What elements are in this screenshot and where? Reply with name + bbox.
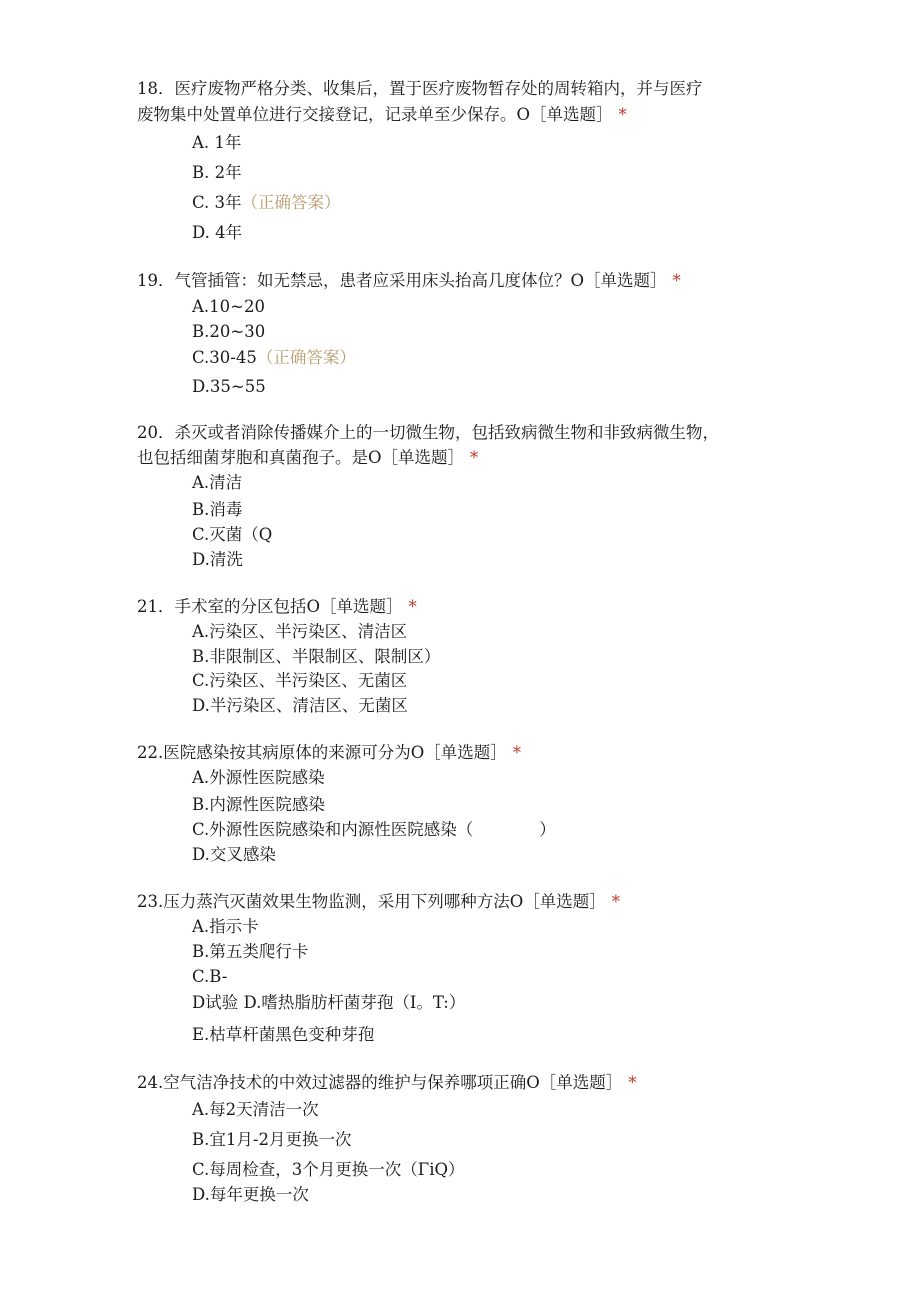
option-20-c[interactable]: C.灭菌（Q (192, 525, 273, 544)
option-21-d[interactable]: D.半污染区、清洁区、无菌区 (192, 696, 408, 715)
required-mark: * (611, 892, 621, 911)
question-18-line-2 (137, 104, 627, 126)
option-24-d[interactable]: D.每年更换一次 (192, 1185, 309, 1204)
option-20-a[interactable]: A.清洁 (192, 473, 243, 492)
option-19-d[interactable]: D.35~55 (192, 377, 266, 396)
question-number: 18 (137, 79, 158, 98)
option-19-b[interactable]: B.20~30 (192, 322, 266, 341)
question-number: 20 (137, 423, 158, 442)
question-number: 19 (137, 271, 158, 290)
question-23-line-1 (137, 891, 620, 913)
question-19-line-1 (137, 270, 681, 292)
option-18-a[interactable]: A. 1年 (192, 133, 242, 152)
option-19-c[interactable]: C.30-45（正确答案） (192, 348, 356, 367)
question-24-line-1 (137, 1072, 637, 1094)
required-mark: * (672, 271, 681, 290)
option-18-b[interactable]: B. 2年 (192, 163, 242, 182)
correct-answer-label: （正确答案） (241, 193, 341, 212)
option-22-a[interactable]: A.外源性医院感染 (192, 768, 325, 787)
option-23-a[interactable]: A.指示卡 (192, 917, 259, 936)
option-24-c[interactable]: C.每周检查，3个月更换一次（ΓiQ） (192, 1160, 465, 1179)
question-20-line-1 (137, 422, 719, 444)
question-number: 22 (137, 743, 158, 762)
question-text: .压力蒸汽灭菌效果生物监测，采用下列哪种方法O［单选题］ (158, 892, 606, 911)
option-22-b[interactable]: B.内源性医院感染 (192, 795, 325, 814)
required-mark: * (408, 597, 417, 616)
option-20-b[interactable]: B.消毒 (192, 500, 243, 519)
question-21-line-1 (137, 596, 417, 618)
correct-answer-label: （正确答案） (256, 348, 356, 367)
option-23-c[interactable]: C.B- (192, 967, 228, 986)
option-21-b[interactable]: B.非限制区、半限制区、限制区） (192, 647, 441, 666)
question-text: .医院感染按其病原体的来源可分为O［单选题］ (158, 743, 507, 762)
question-text: ．医疗废物严格分类、收集后，置于医疗废物暂存处的周转箱内，并与医疗 (158, 79, 703, 98)
question-text: 废物集中处置单位进行交接登记，记录单至少保存。O［单选题］ (137, 105, 613, 124)
option-23-b[interactable]: B.第五类爬行卡 (192, 942, 309, 961)
option-24-b[interactable]: B.宜1月-2月更换一次 (192, 1130, 352, 1149)
question-text: ．手术室的分区包括O［单选题］ (158, 597, 403, 616)
option-21-c[interactable]: C.污染区、半污染区、无菌区 (192, 671, 408, 690)
option-23-e[interactable]: E.枯草杆菌黑色变种芽孢 (192, 1025, 375, 1044)
option-22-d[interactable]: D.交叉感染 (192, 845, 276, 864)
question-text: .空气洁净技术的中效过滤器的维护与保养哪项正确O［单选题］ (158, 1073, 623, 1092)
option-22-c[interactable]: C.外源性医院感染和内源性医院感染（ ） (192, 820, 556, 839)
required-mark: * (628, 1073, 637, 1092)
option-19-a[interactable]: A.10~20 (192, 297, 265, 316)
question-number: 21 (137, 597, 158, 616)
option-20-d[interactable]: D.清洗 (192, 550, 243, 569)
required-mark: * (470, 448, 479, 467)
question-text: ．杀灭或者消除传播媒介上的一切微生物，包括致病微生物和非致病微生物， (158, 423, 719, 442)
question-number: 23 (137, 892, 158, 911)
question-22-line-1 (137, 742, 521, 764)
question-20-line-2 (137, 447, 478, 469)
required-mark: * (618, 105, 627, 124)
option-23-d[interactable]: D试验 D.嗜热脂肪杆菌芽孢（I。T:） (192, 993, 466, 1012)
question-18-line-1 (137, 78, 703, 100)
required-mark: * (512, 743, 522, 762)
option-24-a[interactable]: A.每2天清洁一次 (192, 1100, 319, 1119)
question-text: 也包括细菌芽胞和真菌孢子。是O［单选题］ (137, 448, 465, 467)
option-21-a[interactable]: A.污染区、半污染区、清洁区 (192, 622, 408, 641)
question-text: ．气管插管：如无禁忌，患者应采用床头抬高几度体位？O［单选题］ (158, 271, 667, 290)
question-number: 24 (137, 1073, 158, 1092)
option-18-d[interactable]: D. 4年 (192, 223, 243, 242)
option-18-c[interactable]: C. 3年（正确答案） (192, 193, 341, 212)
